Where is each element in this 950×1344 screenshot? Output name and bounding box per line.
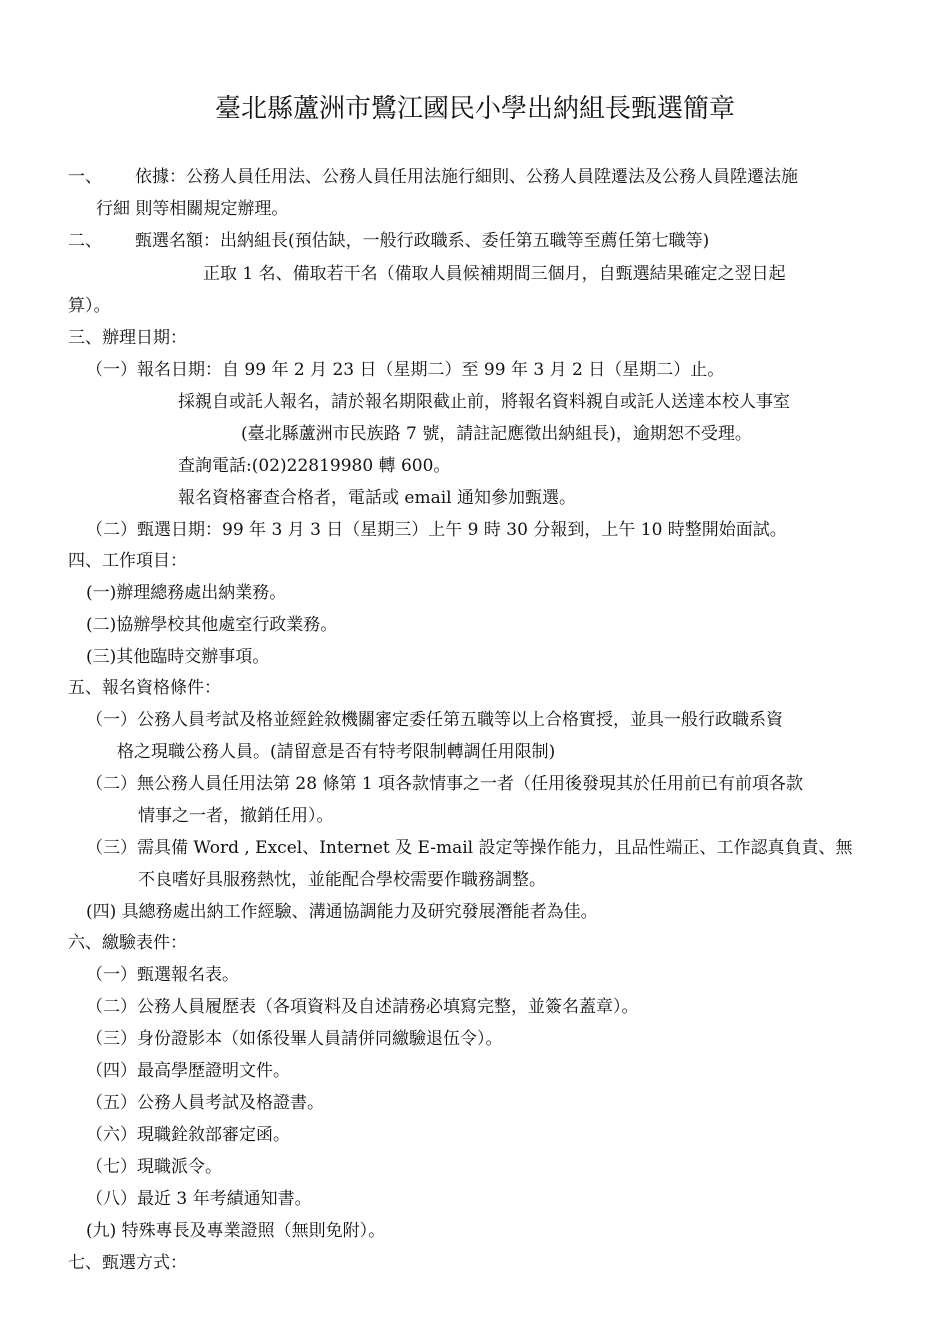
section-1-line-1: 依據：公務人員任用法、公務人員任用法施行細則、公務人員陞遷法及公務人員陞遷法施 [135, 167, 798, 187]
section-5-item-2-line-2: 情事之一者，撤銷任用）。 [138, 806, 334, 826]
section-6-item: （五）公務人員考試及格證書。 [86, 1093, 324, 1113]
section-4-item-1: (一)辦理總務處出納業務。 [86, 583, 287, 603]
section-5-item-1-line-1: （一）公務人員考試及格並經銓敘機關審定委任第五職等以上合格實授，並具一般行政職系資 [86, 710, 783, 730]
section-2-line-3: 算）。 [68, 296, 111, 316]
section-6-item: （一）甄選報名表。 [86, 965, 239, 985]
section-6-item: （四）最高學歷證明文件。 [86, 1061, 290, 1081]
section-4-item-3: (三)其他臨時交辦事項。 [86, 647, 270, 667]
section-3-item-2: （二）甄選日期：99 年 3 月 3 日（星期三）上午 9 時 30 分報到，上午 10 時整開始面試。 [86, 520, 787, 540]
section-3-phone: 查詢電話:(02)22819980 轉 600。 [178, 456, 451, 476]
section-2-number: 二、 [68, 231, 102, 251]
section-6-heading: 六、繳驗表件： [68, 933, 187, 953]
document-title: 臺北縣蘆洲市鷺江國民小學出納組長甄選簡章 [214, 94, 735, 124]
section-4-heading: 四、工作項目： [68, 551, 187, 571]
section-1-line-2: 行細 則等相關規定辦理。 [96, 199, 289, 219]
section-6-item: （六）現職銓敘部審定函。 [86, 1125, 290, 1145]
section-2-line-1: 甄選名額：出納組長(預估缺，一般行政職系、委任第五職等至薦任第七職等) [135, 231, 710, 251]
section-3-item-1-detail-b: (臺北縣蘆洲市民族路 7 號，請註記應徵出納組長)，逾期恕不受理。 [241, 424, 752, 444]
section-6-item: （八）最近 3 年考績通知書。 [86, 1189, 312, 1209]
section-5-heading: 五、報名資格條件： [68, 678, 221, 698]
section-2-line-2: 正取 1 名、備取若干名（備取人員候補期間三個月，自甄選結果確定之翌日起 [203, 264, 786, 284]
section-5-item-2-line-1: （二）無公務人員任用法第 28 條第 1 項各款情事之一者（任用後發現其於任用前已有前項各款 [86, 774, 804, 794]
section-5-item-4: (四) 具總務處出納工作經驗、溝通協調能力及研究發展潛能者為佳。 [86, 902, 598, 922]
section-3-heading: 三、辦理日期： [68, 328, 187, 348]
section-7-heading: 七、甄選方式： [68, 1253, 187, 1273]
section-3-item-1-detail-a: 採親自或託人報名，請於報名期限截止前，將報名資料親自或託人送達本校人事室 [178, 392, 790, 412]
section-3-item-1-detail-d: 報名資格審查合格者，電話或 email 通知參加甄選。 [178, 488, 576, 508]
section-6-item: (九) 特殊專長及專業證照（無則免附）。 [86, 1221, 386, 1241]
section-6-item: （三）身份證影本（如係役畢人員請併同繳驗退伍令）。 [86, 1029, 503, 1049]
section-3-item-1: （一）報名日期：自 99 年 2 月 23 日（星期二）至 99 年 3 月 2 日（星期二）止。 [86, 360, 725, 380]
section-6-item: （二）公務人員履歷表（各項資料及自述請務必填寫完整，並簽名蓋章）。 [86, 997, 639, 1017]
section-4-item-2: (二)協辦學校其他處室行政業務。 [86, 615, 338, 635]
section-6-item: （七）現職派令。 [86, 1157, 222, 1177]
section-5-item-1-line-2: 格之現職公務人員。(請留意是否有特考限制轉調任用限制) [117, 742, 556, 762]
section-5-item-3-line-2: 不良嗜好具服務熱忱，並能配合學校需要作職務調整。 [138, 870, 546, 890]
section-5-item-3-line-1: （三）需具備 Word , Excel、Internet 及 E-mail 設定等操作能力，且品性端正、工作認真負責、無 [86, 838, 853, 858]
section-1-number: 一、 [68, 167, 102, 187]
